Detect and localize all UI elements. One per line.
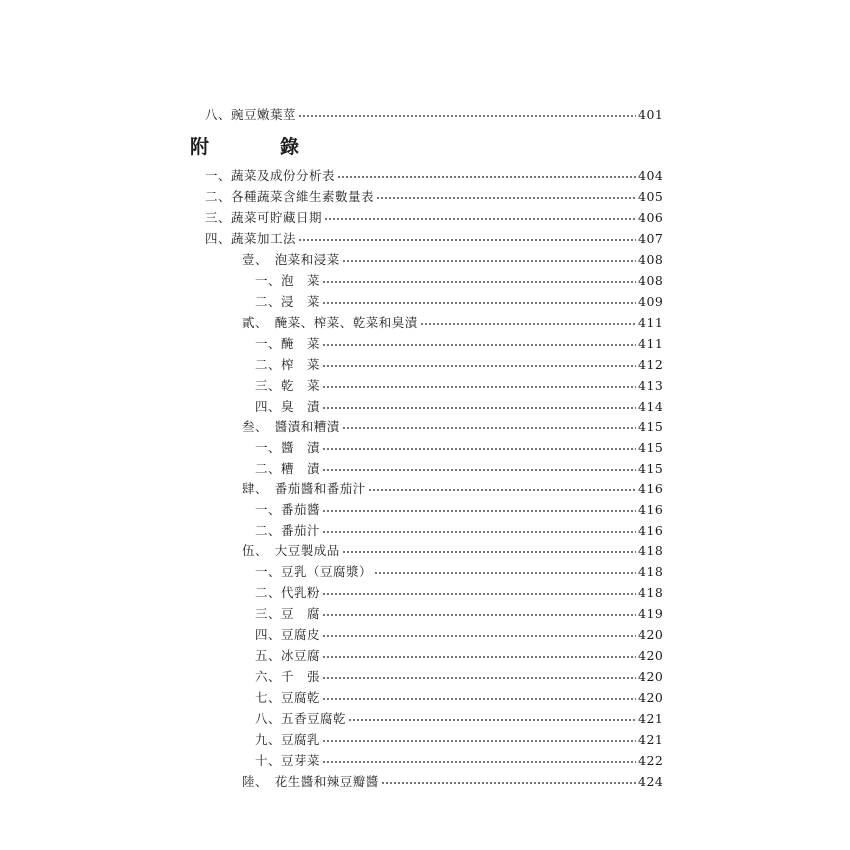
entry-page: 415 [638,439,664,455]
entry-page: 416 [638,522,664,538]
entry-label: 八、五香豆腐乾 [255,711,347,726]
entry-page: 421 [638,710,664,726]
entry-label: 二、浸 菜 [255,294,321,309]
entry-label: 四、臭 漬 [255,399,321,414]
entry-page: 418 [638,542,664,558]
toc-entry [205,207,664,227]
dot-leader [322,281,636,283]
entry-page: 408 [638,251,664,267]
entry-page: 416 [638,501,664,517]
toc-entry [255,687,664,707]
entry-page: 424 [638,773,664,789]
entry-page: 408 [638,272,664,288]
toc-entry [255,750,664,770]
dot-leader [322,656,636,658]
entry-page: 415 [638,418,664,434]
entry-label: 九、豆腐乳 [255,732,321,747]
entry-label: 二、榨 菜 [255,357,321,372]
entry-label: 三、豆 腐 [255,606,321,621]
entry-page: 406 [638,209,664,225]
dot-leader [322,302,636,304]
toc-entry [255,333,664,353]
dot-leader [322,448,636,450]
toc-entry [255,270,664,290]
toc-entry [255,708,664,728]
dot-leader [322,614,636,616]
dot-leader [337,176,636,178]
entry-page: 419 [638,605,664,621]
dot-leader [322,510,636,512]
entry-page: 418 [638,584,664,600]
toc-entry [255,561,664,581]
toc-entry [255,729,664,749]
entry-page: 418 [638,563,664,579]
entry-page: 420 [638,689,664,705]
dot-leader [374,572,636,574]
dot-leader [322,740,636,742]
toc-entry [242,771,664,791]
dot-leader [322,635,636,637]
toc-entry [255,499,664,519]
toc-entry [205,165,664,185]
dot-leader [348,719,636,721]
entry-label: 一、蔬菜及成份分析表 [205,168,336,183]
dot-leader [322,761,636,763]
dot-leader [322,677,636,679]
entry-label: 叁、 醬漬和糟漬 [242,419,340,434]
entry-label: 一、番茄醬 [255,502,321,517]
toc-entry [255,458,664,478]
toc-entry [255,520,664,540]
entry-page: 409 [638,293,664,309]
dot-leader [322,386,636,388]
entry-label: 四、蔬菜加工法 [205,231,297,246]
entry-label: 二、番茄汁 [255,523,321,538]
dot-leader [322,469,636,471]
toc-entry [255,354,664,374]
entry-page: 422 [638,752,664,768]
entry-label: 一、豆乳（豆腐漿） [255,564,373,579]
entry-page: 405 [638,188,664,204]
dot-leader [322,593,636,595]
section-heading: 附 錄 [190,136,326,158]
entry-label: 四、豆腐皮 [255,627,321,642]
toc-entry [242,312,664,332]
dot-leader [381,782,636,784]
entry-page: 401 [638,106,664,122]
toc-entry [255,582,664,602]
dot-leader [298,239,636,241]
dot-leader [322,407,636,409]
entry-label: 壹、 泡菜和浸菜 [242,252,340,267]
entry-page: 413 [638,377,664,393]
dot-leader [322,531,636,533]
entry-label: 伍、 大豆製成品 [242,543,340,558]
dot-leader [420,323,636,325]
entry-label: 三、乾 菜 [255,378,321,393]
entry-label: 一、醃 菜 [255,336,321,351]
entry-page: 421 [638,731,664,747]
entry-label: 六、千 張 [255,669,321,684]
entry-label: 二、糟 漬 [255,461,321,476]
entry-label: 肆、 番茄醬和番茄汁 [242,481,366,496]
entry-page: 416 [638,480,664,496]
entry-label: 三、蔬菜可貯藏日期 [205,210,323,225]
entry-label: 八、豌豆嫩葉莖 [205,107,297,122]
toc-entry [255,396,664,416]
dot-leader [368,489,636,491]
entry-label: 七、豆腐乾 [255,690,321,705]
toc-entry [205,186,664,206]
dot-leader [376,197,636,199]
dot-leader [342,551,636,553]
toc-entry [205,228,664,248]
toc-entry [242,540,664,560]
dot-leader [342,427,636,429]
entry-label: 十、豆芽菜 [255,753,321,768]
toc-entry [242,249,664,269]
entry-label: 二、代乳粉 [255,585,321,600]
dot-leader [322,698,636,700]
toc-entry [255,624,664,644]
dot-leader [342,260,636,262]
toc-entry [255,645,664,665]
toc-entry [255,603,664,623]
entry-page: 412 [638,356,664,372]
entry-page: 411 [638,314,664,330]
toc-entry [255,291,664,311]
dot-leader [298,115,636,117]
entry-label: 陸、 花生醬和辣豆瓣醬 [242,774,379,789]
entry-label: 貳、 醃菜、榨菜、乾菜和臭漬 [242,315,418,330]
toc-entry [255,437,664,457]
entry-page: 404 [638,167,664,183]
toc-entry [255,666,664,686]
entry-label: 五、冰豆腐 [255,648,321,663]
toc-entry [242,478,664,498]
entry-page: 414 [638,398,664,414]
entry-page: 415 [638,460,664,476]
entry-page: 420 [638,668,664,684]
dot-leader [324,218,636,220]
entry-label: 一、泡 菜 [255,273,321,288]
toc-entry [255,375,664,395]
entry-page: 420 [638,626,664,642]
entry-label: 一、醬 漬 [255,440,321,455]
toc-entry [205,104,664,124]
dot-leader [322,344,636,346]
entry-page: 407 [638,230,664,246]
entry-page: 411 [638,335,664,351]
entry-label: 二、各種蔬菜含維生素數量表 [205,189,375,204]
toc-entry [242,416,664,436]
entry-page: 420 [638,647,664,663]
dot-leader [322,365,636,367]
